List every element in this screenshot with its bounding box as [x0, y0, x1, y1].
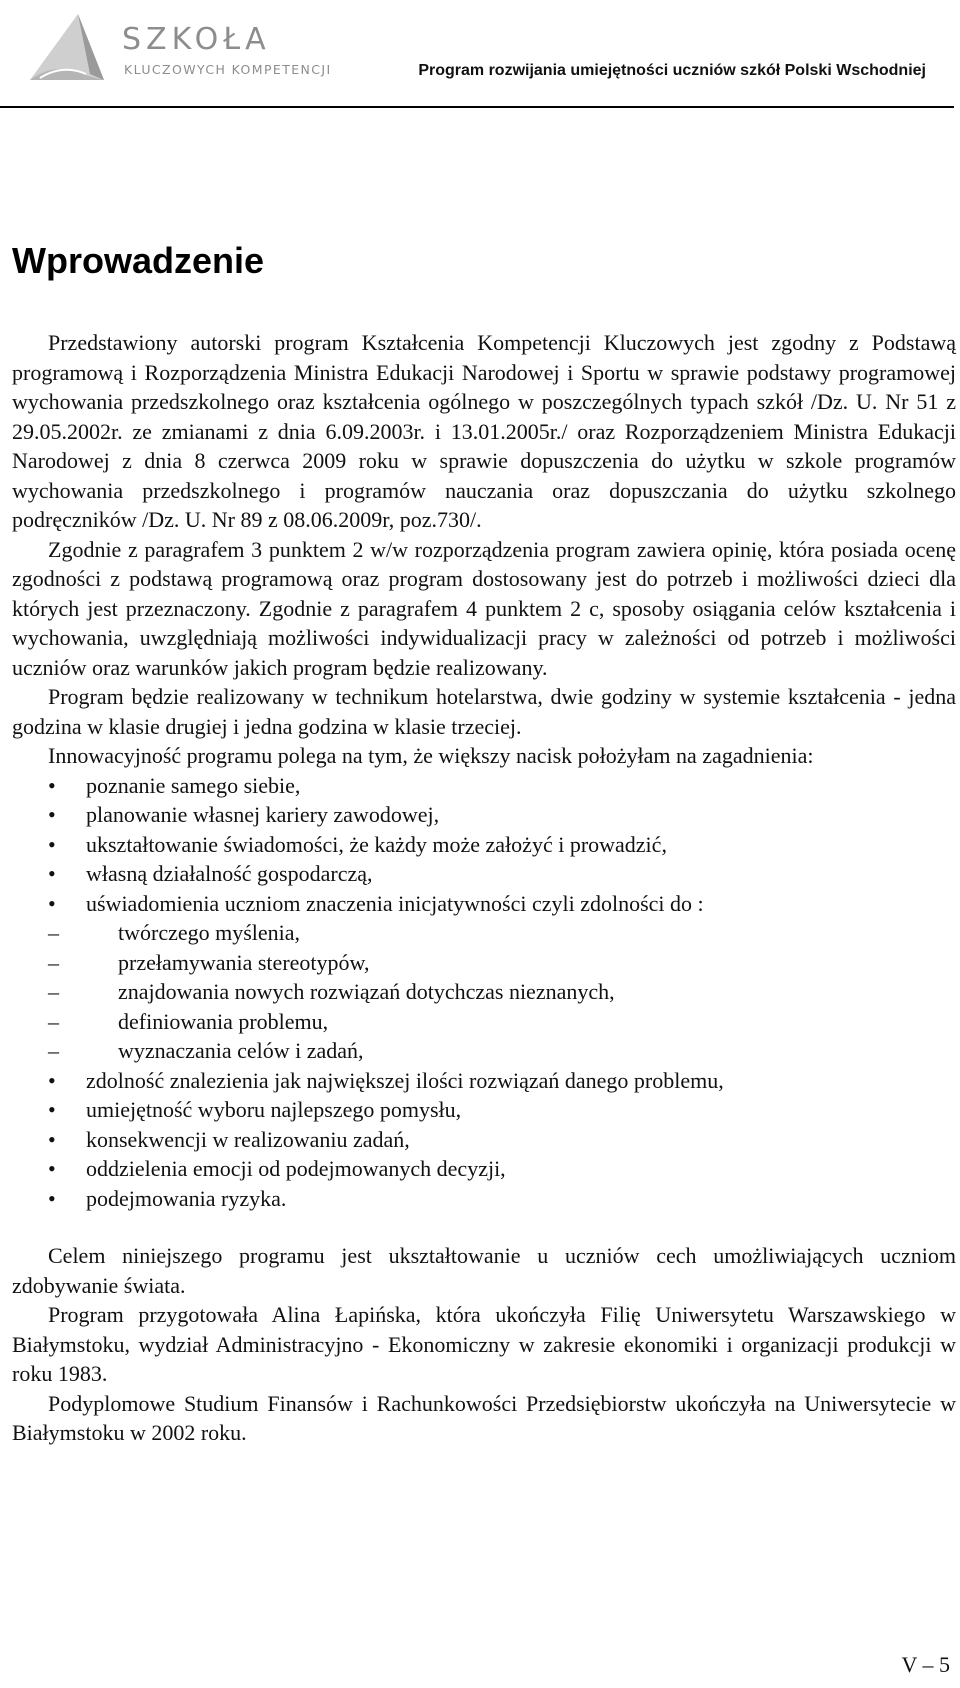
list-item [12, 1066, 956, 1096]
page-header [0, 0, 960, 112]
paragraph: Podyplomowe Studium Finansów i Rachunkowości Przedsiębiorstw ukończyła na Uniwersytecie w Białymstoku w 2002 roku. [12, 1390, 956, 1445]
list-item-text: definiowania problemu, [118, 1008, 329, 1034]
bullet-icon: • [48, 1067, 56, 1093]
list-item-text: oddzielenia emocji od podejmowanych decyzji, [86, 1156, 506, 1181]
list-item [12, 948, 956, 978]
school-logo [26, 8, 332, 88]
logo-mark-icon [26, 8, 118, 88]
page-title: Wprowadzenie [12, 240, 265, 281]
bullet-icon: • [48, 1185, 56, 1211]
paragraph: Program przygotowała Alina Łapińska, która ukończyła Filię Uniwersytetu Warszawskiego w Białymstoku, wydział Administracyjno - Ekonomiczny w zakresie ekonomiki i organizacji produkcji w roku 1983. [12, 1302, 956, 1386]
dash-icon: – [48, 1008, 59, 1034]
header-divider [0, 106, 954, 108]
list-item-text: uświadomienia uczniom znaczenia inicjatywności czyli zdolności do : [86, 890, 704, 916]
list-item-text: twórczego myślenia, [118, 920, 301, 945]
list-item-text: umiejętność wyboru najlepszego pomysłu, [86, 1097, 462, 1122]
list-item [12, 918, 956, 948]
dash-icon: – [48, 920, 59, 945]
list-item-text: poznanie samego siebie, [86, 772, 301, 798]
bullet-icon: • [48, 831, 56, 857]
bullet-icon: • [48, 772, 56, 798]
logo-title: SZKOŁA [122, 22, 271, 57]
list-item-text: przełamywania stereotypów, [118, 949, 370, 975]
dash-icon: – [48, 979, 59, 1004]
list-item-text: własną działalność gospodarczą, [86, 861, 373, 886]
logo-subtitle: KLUCZOWYCH KOMPETENCJI [124, 62, 332, 77]
list-item-text: zdolność znalezienia jak największej ilości rozwiązań danego problemu, [86, 1067, 724, 1093]
bullet-icon: • [48, 802, 56, 827]
list-item [12, 1007, 956, 1037]
list-item [12, 1095, 956, 1125]
list-item-text: planowanie własnej kariery zawodowej, [86, 802, 440, 827]
paragraph: Zgodnie z paragrafem 3 punktem 2 w/w rozporządzenia program zawiera opinię, która posiada ocenę zgodności z podstawą programową oraz program dostosowany jest do potrzeb i możliwości dzieci dla których jest przeznaczony. Zgodnie z paragrafem 4 punktem 2 c, sposoby osiągania celów kształcenia i wychowania, uwzględniają możliwości indywidualizacji pracy w zależności od potrzeb i możliwości uczniów oraz warunków jakich program będzie realizowany. [12, 536, 956, 680]
bullet-icon: • [48, 1097, 56, 1122]
page-number: V – 5 [901, 1652, 950, 1677]
list-item-text: ukształtowanie świadomości, że każdy może założyć i prowadzić, [86, 831, 667, 857]
bullet-icon: • [48, 861, 56, 886]
list-item-text: wyznaczania celów i zadań, [118, 1038, 364, 1063]
list-item-text: podejmowania ryzyka. [86, 1185, 287, 1211]
list-item [12, 889, 956, 919]
paragraph: Przedstawiony autorski program Kształcenia Kompetencji Kluczowych jest zgodny z Podstawą programową i Rozporządzenia Ministra Edukacji Narodowej i Sportu w sprawie podstawy programowej wychowania przedszkolnego oraz kształcenia ogólnego w poszczególnych typach szkół /Dz. U. Nr 51 z 29.05.2002r. ze zmianami z dnia 6.09.2003r. i 13.01.2005r./ oraz Rozporządzeniem Ministra Edukacji Narodowej z dnia 8 czerwca 2009 roku w sprawie dopuszczenia do użytku w szkole programów wychowania przedszkolnego i programów nauczania oraz dopuszczania do użytku szkolnego podręczników /Dz. U. Nr 89 z 08.06.2009r, poz.730/. [12, 330, 956, 532]
document-body [12, 328, 956, 1448]
bullet-list [12, 1066, 956, 1214]
bullet-icon: • [48, 890, 56, 916]
list-item [12, 1154, 956, 1184]
bullet-list [12, 771, 956, 919]
paragraph: Innowacyjność programu polega na tym, że większy nacisk położyłam na zagadnienia: [48, 743, 814, 768]
list-item [12, 1125, 956, 1155]
list-item [12, 1184, 956, 1214]
dash-list [12, 918, 956, 1066]
list-item [12, 1036, 956, 1066]
list-item [12, 859, 956, 889]
paragraph: Program będzie realizowany w technikum hotelarstwa, dwie godziny w systemie kształcenia - jedna godzina w klasie drugiej i jedna godzina w klasie trzeciej. [12, 684, 956, 739]
list-item-text: znajdowania nowych rozwiązań dotychczas nieznanych, [118, 979, 615, 1004]
list-item [12, 830, 956, 860]
bullet-icon: • [48, 1126, 56, 1152]
paragraph: Celem niniejszego programu jest ukształtowanie u uczniów cech umożliwiających uczniom zdobywanie świata. [12, 1243, 956, 1298]
dash-icon: – [48, 949, 59, 975]
list-item-text: konsekwencji w realizowaniu zadań, [86, 1126, 410, 1152]
list-item [12, 977, 956, 1007]
dash-icon: – [48, 1038, 59, 1063]
bullet-icon: • [48, 1156, 56, 1181]
list-item [12, 771, 956, 801]
program-title: Program rozwijania umiejętności uczniów szkół Polski Wschodniej [418, 62, 926, 79]
list-item [12, 800, 956, 830]
